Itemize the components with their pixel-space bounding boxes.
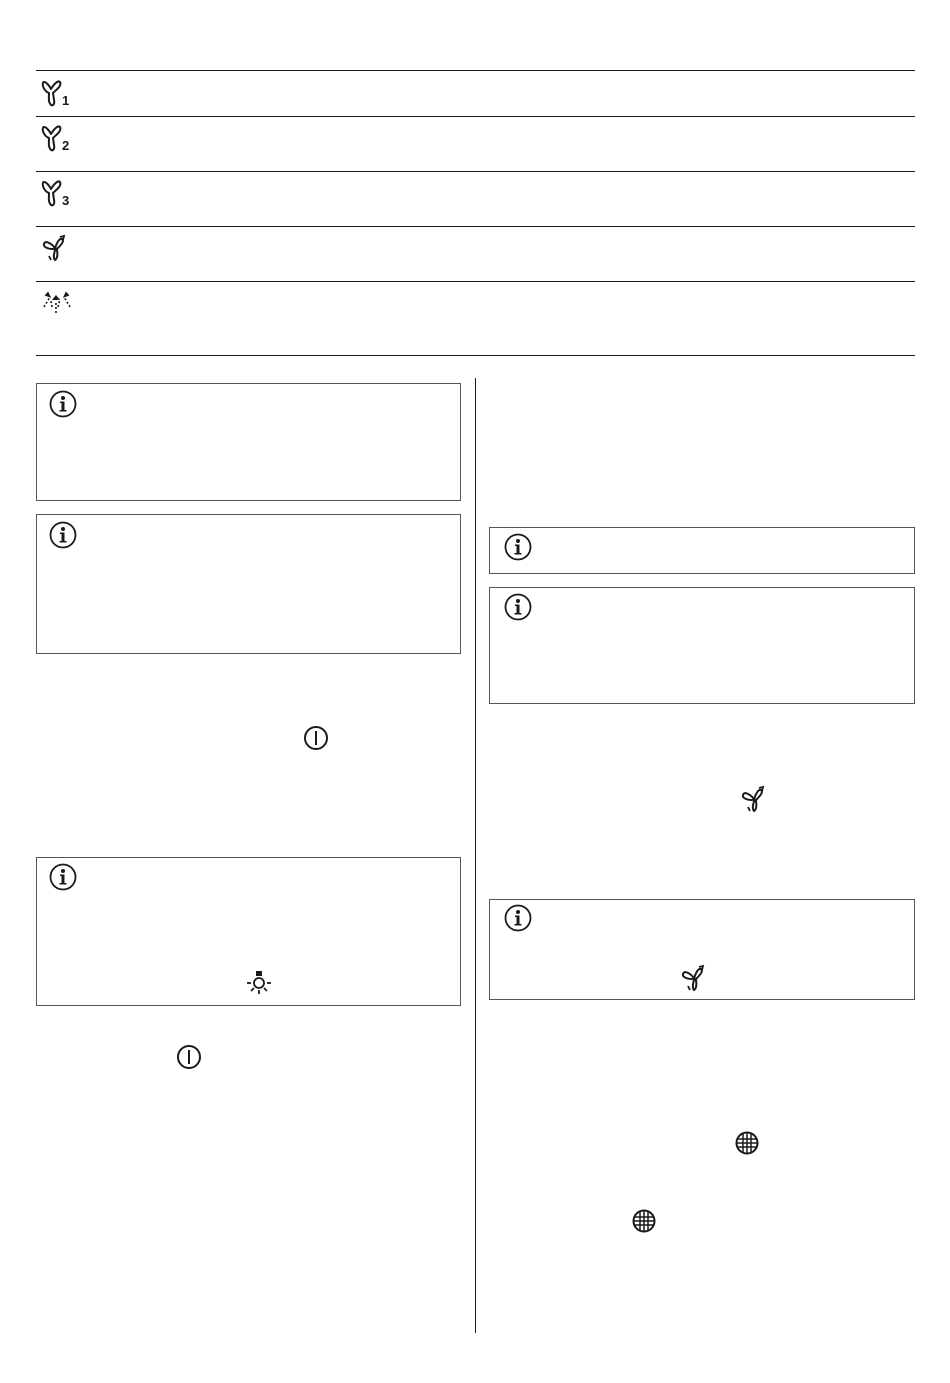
info-icon	[49, 390, 77, 418]
light-icon	[247, 971, 271, 995]
note-box	[489, 899, 915, 1000]
grease-filter-icon	[735, 1131, 759, 1155]
fan-intensive-icon	[681, 965, 707, 993]
breeze-mode-icon	[40, 289, 76, 319]
note-box	[36, 514, 461, 654]
info-icon	[504, 593, 532, 621]
info-icon	[49, 863, 77, 891]
fan-speed-1-digit: 1	[62, 93, 70, 108]
note-box	[36, 383, 461, 501]
fan-intensive-icon	[741, 786, 767, 814]
note-box	[489, 527, 915, 574]
info-icon	[504, 533, 532, 561]
fan-speed-3-icon	[40, 180, 76, 210]
note-box	[489, 587, 915, 704]
column-divider	[475, 378, 476, 1333]
fan-speed-2-icon	[40, 125, 76, 155]
info-icon	[504, 904, 532, 932]
note-box	[36, 857, 461, 1006]
table-bottom-rule	[36, 355, 915, 356]
fan-speed-3-digit: 3	[62, 193, 70, 208]
grease-filter-icon	[632, 1209, 656, 1233]
table-row-rule	[36, 226, 915, 227]
table-top-rule	[36, 70, 915, 71]
info-icon	[49, 521, 77, 549]
power-icon	[303, 725, 329, 751]
fan-speed-1-icon	[40, 80, 76, 110]
table-row-rule	[36, 116, 915, 117]
fan-speed-2-digit: 2	[62, 138, 70, 153]
table-row-rule	[36, 171, 915, 172]
power-icon	[176, 1044, 202, 1070]
table-row-rule	[36, 281, 915, 282]
fan-intensive-icon	[40, 235, 76, 265]
